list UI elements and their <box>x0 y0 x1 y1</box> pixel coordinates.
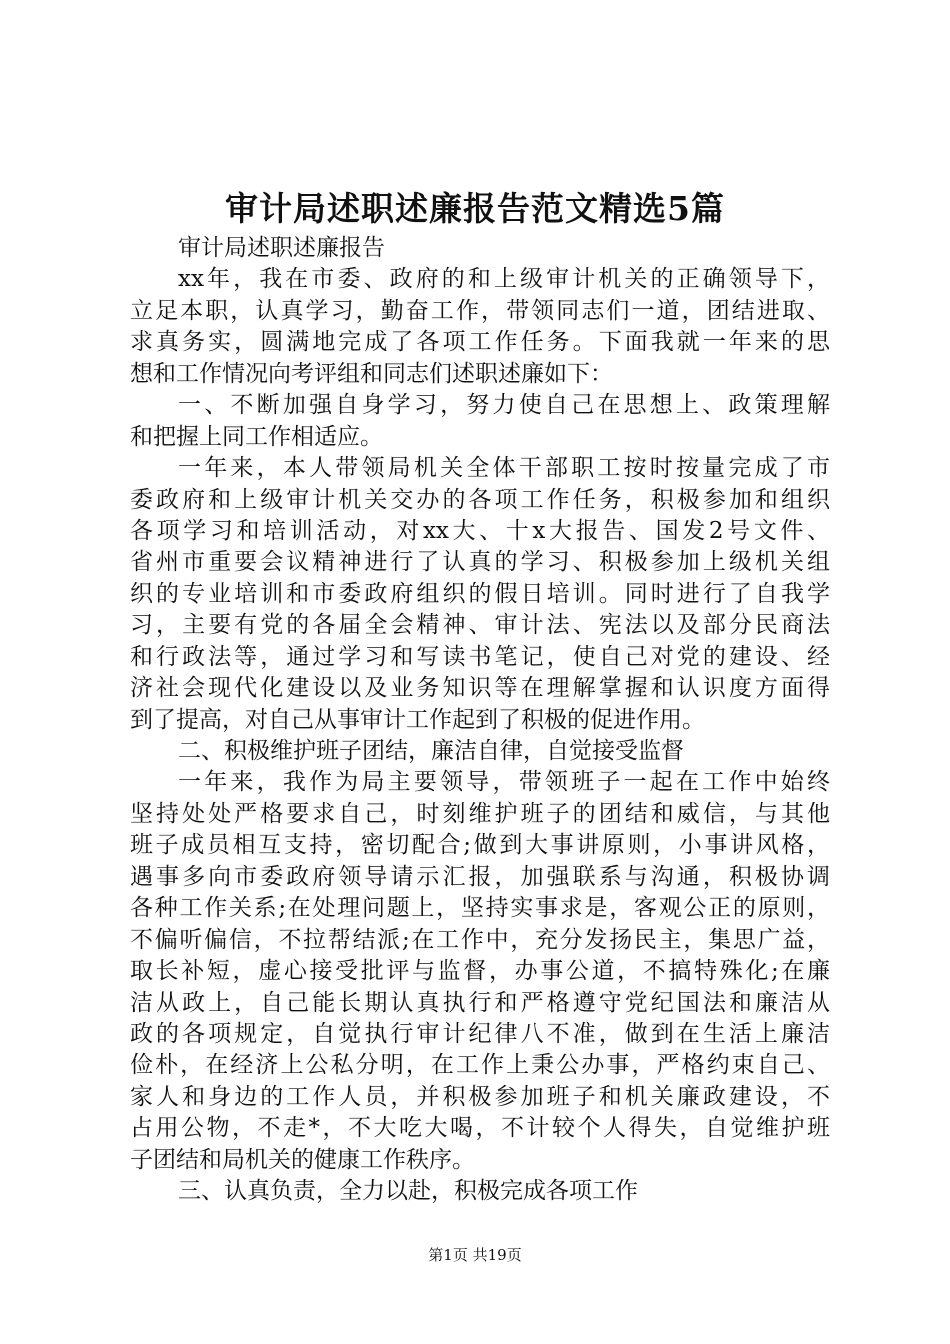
body-line: 占用公物，不走*，不大吃大喝，不计较个人得失，自觉维护班 <box>130 1115 830 1142</box>
body-line: 遇事多向市委政府领导请示汇报，加强联系与沟通，积极协调 <box>130 863 830 890</box>
document-body <box>130 233 830 1208</box>
body-line: 不偏听偏信，不拉帮结派;在工作中，充分发扬民主，集思广益， <box>130 926 830 953</box>
body-line: 省州市重要会议精神进行了认真的学习、积极参加上级机关组 <box>130 549 830 576</box>
body-line: 织的专业培训和市委政府组织的假日培训。同时进行了自我学 <box>130 580 830 607</box>
body-line: 求真务实，圆满地完成了各项工作任务。下面我就一年来的思 <box>130 329 830 356</box>
body-line: 立足本职，认真学习，勤奋工作，带领同志们一道，团结进取、 <box>130 297 830 324</box>
body-line: 班子成员相互支持，密切配合;做到大事讲原则，小事讲风格， <box>130 832 830 859</box>
body-line: 一年来，本人带领局机关全体干部职工按时按量完成了市 <box>178 455 830 482</box>
body-line: 二、积极维护班子团结，廉洁自律，自觉接受监督 <box>178 738 684 764</box>
document-title: 审计局述职述廉报告范文精选5篇 <box>225 189 725 228</box>
body-line: 济社会现代化建设以及业务知识等在理解掌握和认识度方面得 <box>130 675 830 702</box>
body-line: 习，主要有党的各届全会精神、审计法、宪法以及部分民商法 <box>130 612 830 639</box>
body-line: 家人和身边的工作人员，并积极参加班子和机关廉政建设，不 <box>130 1083 830 1110</box>
body-line: 取长补短，虚心接受批评与监督，办事公道，不搞特殊化;在廉 <box>130 958 830 985</box>
body-line: 政的各项规定，自觉执行审计纪律八不准，做到在生活上廉洁 <box>130 1020 830 1047</box>
body-line: 一年来，我作为局主要领导，带领班子一起在工作中始终 <box>178 769 830 796</box>
body-line: 各项学习和培训活动，对xx大、十x大报告、国发2号文件、 <box>130 517 830 544</box>
body-line: 洁从政上，自己能长期认真执行和严格遵守党纪国法和廉洁从 <box>130 989 830 1016</box>
body-line: 想和工作情况向考评组和同志们述职述廉如下： <box>130 360 613 387</box>
page-footer: 第1页 共19页 <box>428 1246 522 1264</box>
body-line: 到了提高，对自己从事审计工作起到了积极的促进作用。 <box>130 706 705 733</box>
body-line: 三、认真负责，全力以赴，积极完成各项工作 <box>178 1178 638 1205</box>
body-line: 坚持处处严格要求自己，时刻维护班子的团结和威信，与其他 <box>130 800 830 827</box>
body-line: xx年，我在市委、政府的和上级审计机关的正确领导下， <box>178 266 830 293</box>
body-line: 审计局述职述廉报告 <box>178 235 385 261</box>
body-line: 和行政法等，通过学习和写读书笔记，使自己对党的建设、经 <box>130 643 830 670</box>
body-line: 和把握上同工作相适应。 <box>130 423 383 450</box>
body-line: 俭朴，在经济上公私分明，在工作上秉公办事，严格约束自己、 <box>130 1052 830 1079</box>
body-line: 子团结和局机关的健康工作秩序。 <box>130 1146 475 1173</box>
body-line: 委政府和上级审计机关交办的各项工作任务，积极参加和组织 <box>130 486 830 513</box>
body-line: 各种工作关系;在处理问题上，坚持实事求是，客观公正的原则， <box>130 895 830 922</box>
body-line: 一、不断加强自身学习，努力使自己在思想上、政策理解 <box>178 392 830 419</box>
